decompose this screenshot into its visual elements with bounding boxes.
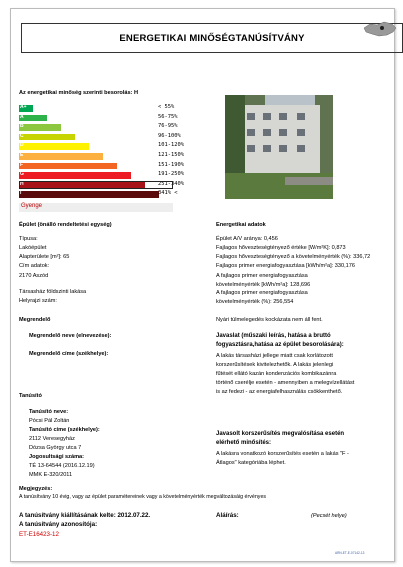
- certificate-id: ET-E16423-12: [19, 531, 59, 538]
- rating-bar-f: [19, 163, 117, 170]
- title-box: [21, 23, 403, 53]
- building-heading: Épület (önálló rendeltetési egység): [19, 222, 112, 228]
- proposal-line-2: fűtését ellátó kazán kondenzációs kombikazánra: [216, 371, 337, 377]
- area-label: Alapterülete [m²]: 65: [19, 254, 70, 260]
- rating-range: 56-75%: [158, 113, 178, 120]
- building-photo: [225, 95, 333, 199]
- rating-range: < 55%: [158, 104, 175, 110]
- parcel-label: Társasház földszinti lakása: [19, 289, 87, 295]
- certifier-address-label: Tanúsító címe (székhelye):: [29, 427, 100, 433]
- energy-line-4: A fajlagos primer energiafogyasztása: [216, 273, 308, 279]
- energy-line-0: Épület A/V aránya: 0,456: [216, 236, 278, 242]
- stamp-label: (Pecsét helye): [311, 513, 347, 519]
- rating-range: 76-95%: [158, 123, 178, 130]
- proposal-line-1: korszerűsítések kivitelezhetők. A lakás jelenlegi: [216, 362, 334, 368]
- rating-bar-c: [19, 134, 75, 141]
- rating-bar-e: [19, 153, 103, 160]
- notes-text: A tanúsítvány 10 évig, vagy az épület paramétereinek vagy a követelményérték megváltozásáig érvényes: [19, 494, 267, 500]
- rating-bar-b: [19, 124, 61, 131]
- type-label: Típusa:: [19, 236, 38, 242]
- rating-range: 191-250%: [158, 171, 184, 178]
- energy-line-2: Fajlagos hőveszteségtényező a követelményérték (%): 336,72: [216, 254, 371, 260]
- rating-letter: C: [20, 132, 24, 139]
- proposal-heading-1: Javaslat (műszaki leírás, hatása a bruttó: [216, 333, 331, 339]
- rating-letter: I: [20, 190, 22, 197]
- hungary-map-icon: [362, 18, 398, 42]
- rating-range: 121-150%: [158, 152, 184, 158]
- energy-heading: Energetikai adatok: [216, 222, 266, 228]
- rating-range: 341% <: [158, 190, 178, 197]
- license-label: Jogosultsági száma:: [29, 454, 85, 460]
- energy-line-6: A fajlagos primer energiafogyasztása: [216, 290, 308, 296]
- energy-line-3: Fajlagos primer energiafogyasztása [kWh/m²a]: 330,176: [216, 263, 355, 269]
- license-2: MMK E-320/2011: [29, 472, 73, 478]
- address-label: Cím adatok:: [19, 263, 50, 269]
- client-address-label: Megrendelő címe (székhelye):: [29, 351, 109, 357]
- certifier-name-value: Pócsi Pál Zoltán: [29, 418, 70, 424]
- rating-bar-g: [19, 172, 131, 179]
- rating-letter: A+: [20, 104, 27, 110]
- rating-range: 151-190%: [158, 161, 184, 168]
- small-code: ARN-ET-E-07142-13: [335, 551, 365, 555]
- notes-heading: Megjegyzés:: [19, 486, 53, 492]
- proposal-line-0: A lakás társasházi jellege miatt csak korlátozott: [216, 353, 333, 359]
- rating-letter: F: [20, 161, 24, 168]
- energy-line-7: követelményérték (%): 256,554: [216, 299, 294, 305]
- rating-bar-d: [19, 143, 89, 150]
- certificate-id-label: A tanúsítvány azonosítója:: [19, 521, 98, 528]
- proposal-line-3: történő cserélje esetén - amennyiben a melegvízellátást: [216, 380, 355, 386]
- rating-letter: B: [20, 123, 24, 130]
- rating-heading: Az energetikai minőség szerinti besorolás: H: [19, 90, 139, 96]
- rating-range: 101-120%: [158, 142, 184, 149]
- proposal-heading-2: fogyasztásra,hatása az épület besorolására):: [216, 342, 344, 348]
- energy-line-5: követelményérték [kWh/m²a]: 128,696: [216, 282, 311, 288]
- selected-class-frame: [19, 181, 173, 190]
- rating-range: 251-340%: [158, 180, 184, 187]
- type-value: Lakóépület: [19, 245, 47, 251]
- risk-text: Nyári túlmelegedés kockázata nem áll fent.: [216, 317, 323, 323]
- effect-heading-2: elérhető minősítés:: [216, 440, 272, 446]
- certificate-page: [10, 8, 395, 562]
- energy-line-1: Fajlagos hőveszteségtényező értéke [W/m²K]: 0,873: [216, 245, 346, 251]
- rating-letter: G: [20, 171, 24, 178]
- effect-heading-1: Javasolt korszerűsítés megvalósítása esetén: [216, 431, 345, 437]
- rating-letter: E: [20, 152, 24, 158]
- effect-line-1: A lakásra vonatkozó korszerűsítés esetén a lakás "F -: [216, 451, 349, 457]
- rating-bar-aplus: [19, 105, 33, 112]
- rating-bar-a: [19, 115, 47, 122]
- rating-letter: D: [20, 142, 24, 149]
- rating-letter: H: [20, 180, 24, 187]
- license-1: TÉ 13-64544 (2016.12.19): [29, 463, 95, 469]
- rating-label: Gyenge: [19, 203, 173, 212]
- lot-label: Helyrajzi szám:: [19, 298, 57, 304]
- rating-bar-i: [19, 191, 159, 198]
- rating-letter: A: [20, 113, 24, 120]
- client-name-label: Megrendelő neve (elnevezése):: [29, 333, 112, 339]
- client-heading: Megrendelő: [19, 317, 51, 323]
- address-value: 2170 Aszód: [19, 273, 49, 279]
- page-title: ENERGETIKAI MINŐSÉGTANÚSÍTVÁNY: [119, 32, 305, 44]
- certifier-heading: Tanúsító: [19, 393, 42, 399]
- certifier-name-label: Tanúsító neve:: [29, 409, 69, 415]
- signature-label: Aláírás:: [216, 512, 239, 519]
- certifier-address-2: Dózsa György utca 7: [29, 445, 82, 451]
- rating-range: 96-100%: [158, 132, 181, 139]
- issued-date: A tanúsítvány kiállításának kelte: 2012.07.22.: [19, 512, 151, 519]
- proposal-line-4: is az fedezi - az energiafelhasználás csökkenthető.: [216, 389, 343, 395]
- certifier-address-1: 2112 Veresegyház: [29, 436, 75, 442]
- effect-line-2: Átlagos" kategóriába léphet.: [216, 460, 286, 466]
